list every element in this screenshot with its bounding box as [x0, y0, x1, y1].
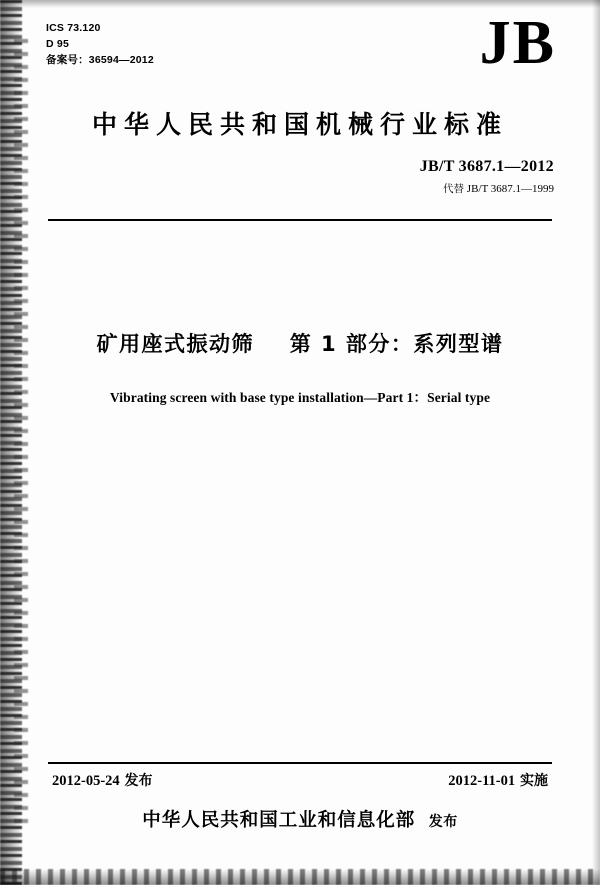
document-title-en: Vibrating screen with base type installation—Part 1：Serial type — [109, 390, 491, 405]
document-title-cn — [40, 328, 560, 358]
divider-bottom — [48, 762, 552, 764]
record-number: 备案号：36594—2012 — [46, 54, 154, 66]
issue-date-label: 发布 — [124, 773, 153, 789]
document-title-cn-part1: 矿用座式振动筛 — [96, 332, 255, 356]
issuer-name: 中华人民共和国工业和信息化部 — [142, 810, 416, 831]
effective-date-label: 实施 — [520, 773, 548, 789]
page-content — [40, 0, 560, 885]
effective-date-value: 2012-11-01 — [448, 773, 516, 789]
page-title: 中华人民共和国机械行业标准 — [91, 110, 508, 139]
date-row — [48, 770, 552, 792]
jb-logo: JB — [479, 9, 556, 77]
standard-number-block — [420, 158, 554, 196]
issuer-line — [40, 806, 560, 832]
scan-edge-right — [592, 0, 600, 885]
ics-code: ICS 73.120 — [46, 22, 101, 34]
document-title-cn-part2: 第 1 部分：系列型谱 — [289, 332, 504, 356]
replaces-label: 代替 — [443, 183, 465, 195]
issue-date-value: 2012-05-24 — [52, 773, 120, 789]
standard-number: JB/T 3687.1—2012 — [419, 158, 554, 175]
replaces-number: JB/T 3687.1—1999 — [466, 183, 554, 195]
effective-date — [448, 770, 548, 790]
ics-metadata-block — [46, 20, 154, 68]
issuer-suffix: 发布 — [428, 814, 458, 830]
category-code: D 95 — [46, 38, 69, 50]
replaces-line — [420, 181, 554, 196]
issue-date — [52, 770, 153, 790]
scan-edge-left-secondary — [14, 30, 28, 830]
divider-top — [48, 219, 552, 221]
